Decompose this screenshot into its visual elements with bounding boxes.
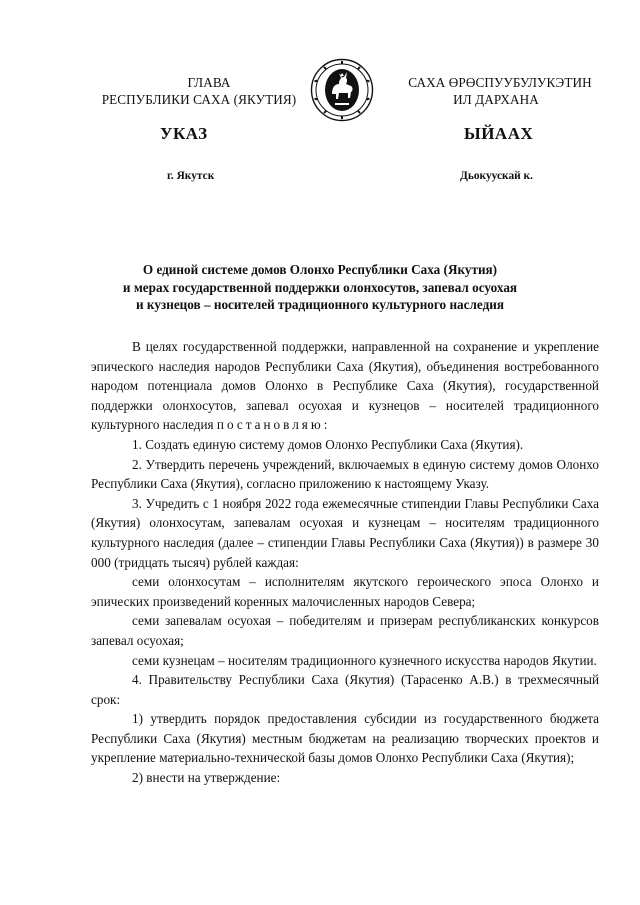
header-right xyxy=(395,74,605,108)
doc-type-russian: УКАЗ xyxy=(160,124,208,143)
decree-body xyxy=(91,337,599,788)
heading-line-2: и мерах государственной поддержки олонхосутов, запевал осуохая xyxy=(122,279,518,295)
header-left-line2: РЕСПУБЛИКИ САХА (ЯКУТИЯ) xyxy=(101,92,297,107)
decree-item-3: 3. Учредить с 1 ноября 2022 года ежемесячные стипендии Главы Республики Саха (Якутия) олонхосутам, запевалам осуохая и кузнецам – носителям традиционного культурного наследия (далее – стипендии Главы Республики Саха (Якутия)) в размере 30 000 (тридцать тысяч) рублей каждая: xyxy=(91,495,599,570)
heading-line-1: О единой системе домов Олонхо Республики Саха (Якутия) xyxy=(142,262,498,277)
decree-subitem-olonkho: семи олонхосутам – исполнителям якутского героического эпоса Олонхо и эпических произведений коренных малочисленных народов Севера; xyxy=(91,574,599,609)
header-left-line1: ГЛАВА xyxy=(187,75,231,90)
place-russian: г. Якутск xyxy=(167,170,215,182)
decree-word: постановляю: xyxy=(216,417,331,433)
decree-item-1: 1. Создать единую систему домов Олонхо Республики Саха (Якутия). xyxy=(132,436,524,452)
decree-item-2: 2. Утвердить перечень учреждений, включаемых в единую систему домов Олонхо Республики Саха (Якутия), согласно приложению к настоящему Указу. xyxy=(91,456,599,492)
place-yakut: Дьокуускай к. xyxy=(460,170,533,182)
header-left xyxy=(74,74,324,108)
decree-item-4-2: 2) внести на утверждение: xyxy=(132,770,281,786)
decree-heading xyxy=(80,261,560,314)
coat-of-arms-emblem xyxy=(310,58,374,122)
doc-type-yakut: ЫЙААХ xyxy=(464,124,534,143)
decree-item-4-1: 1) утвердить порядок предоставления субсидии из государственного бюджета Республики Саха (Якутия) местным бюджетам на реализацию творческих проектов и укрепление материально-технической базы домов Олонхо Республики Саха (Якутия); xyxy=(91,711,599,766)
header-right-line1: САХА ӨРӨСПУУБУЛУКЭТИН xyxy=(408,75,592,90)
preamble-text: В целях государственной поддержки, направленной на сохранение и укрепление эпического наследия народов Республики Саха (Якутия), объединения востребованного народом потенциала домов Олонхо в Республике Саха (Якутия), государственной поддержки олонхосутов, запевал осуохая и кузнецов – носителей традиционного культурного наследия xyxy=(91,339,599,433)
heading-line-3: и кузнецов – носителей традиционного культурного наследия xyxy=(136,297,504,312)
decree-item-4: 4. Правительству Республики Саха (Якутия) (Тарасенко А.В.) в трехмесячный срок: xyxy=(91,672,599,707)
header-right-line2: ИЛ ДАРХАНА xyxy=(453,92,539,107)
preamble-paragraph xyxy=(91,337,599,435)
decree-subitem-osuokhai: семи запевалам осуохая – победителям и призерам республиканских конкурсов запевал осуохая; xyxy=(91,613,599,648)
decree-subitem-blacksmiths: семи кузнецам – носителям традиционного кузнечного искусства народов Якутии. xyxy=(132,652,597,668)
